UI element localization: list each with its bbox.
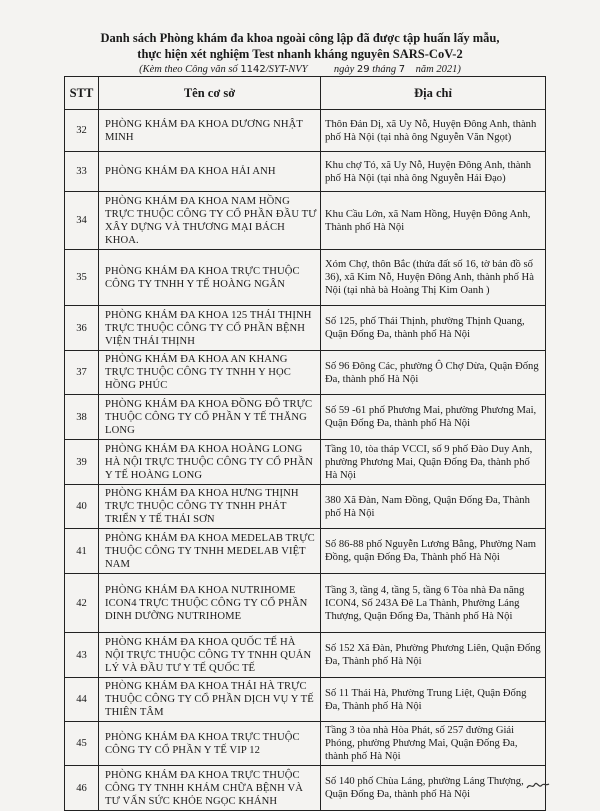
table-row xyxy=(65,766,546,811)
row-stt: 39 xyxy=(65,440,99,485)
table-body xyxy=(65,110,546,811)
table-row xyxy=(65,250,546,306)
row-name: PHÒNG KHÁM ĐA KHOA TRỰC THUỘC CÔNG TY CỔ PHẦN Y TẾ VIP 12 xyxy=(99,722,321,766)
table-row xyxy=(65,440,546,485)
row-stt: 46 xyxy=(65,766,99,811)
row-name: PHÒNG KHÁM ĐA KHOA DƯƠNG NHẬT MINH xyxy=(99,110,321,152)
row-stt: 44 xyxy=(65,678,99,722)
row-address: Khu Cầu Lớn, xã Nam Hồng, Huyện Đông Anh, Thành phố Hà Nội xyxy=(321,192,546,250)
row-name: PHÒNG KHÁM ĐA KHOA HẢI ANH xyxy=(99,152,321,192)
column-header-name: Tên cơ sở xyxy=(99,77,321,110)
row-stt: 38 xyxy=(65,395,99,440)
title-line-2: thực hiện xét nghiệm Test nhanh kháng nguyên SARS-CoV-2 xyxy=(137,47,463,61)
row-name: PHÒNG KHÁM ĐA KHOA THÁI HÀ TRỰC THUỘC CÔNG TY CỔ PHẦN DỊCH VỤ Y TẾ THIÊN TÂM xyxy=(99,678,321,722)
row-address: 380 Xã Đàn, Nam Đồng, Quận Đống Đa, Thành phố Hà Nội xyxy=(321,485,546,529)
clinic-table xyxy=(64,76,546,811)
initials-signature xyxy=(525,778,551,792)
row-stt: 45 xyxy=(65,722,99,766)
row-name: PHÒNG KHÁM ĐA KHOA AN KHANG TRỰC THUỘC CÔNG TY TNHH Y HỌC HỒNG PHÚC xyxy=(99,351,321,395)
document-header xyxy=(0,30,600,77)
row-address: Tầng 3, tầng 4, tầng 5, tầng 6 Tòa nhà Đa năng ICON4, Số 243A Đê La Thành, Phường Láng Thượng, Quận Đống Đa, Thành phố Hà Nội xyxy=(321,574,546,633)
row-address: Số 140 phố Chùa Láng, phường Láng Thượng, Quận Đống Đa, thành phố Hà Nội xyxy=(321,766,546,811)
subtitle-number: 1142 xyxy=(240,64,266,75)
subtitle-suffix: năm 2021) xyxy=(415,64,461,75)
row-address: Tầng 3 tòa nhà Hòa Phát, số 257 đường Giải Phóng, phường Phương Mai, Quận Đống Đa, thành phố Hà Nội xyxy=(321,722,546,766)
row-name: PHÒNG KHÁM ĐA KHOA TRỰC THUỘC CÔNG TY TNHH KHÁM CHỮA BỆNH VÀ TƯ VẤN SỨC KHỎE NGỌC KHÁNH xyxy=(99,766,321,811)
table-header-row xyxy=(65,77,546,110)
row-stt: 41 xyxy=(65,529,99,574)
table-row xyxy=(65,722,546,766)
row-stt: 35 xyxy=(65,250,99,306)
row-address: Số 96 Đông Các, phường Ô Chợ Dừa, Quận Đống Đa, thành phố Hà Nội xyxy=(321,351,546,395)
row-stt: 42 xyxy=(65,574,99,633)
subtitle-day-label: ngày xyxy=(333,64,355,75)
row-address: Số 59 -61 phố Phương Mai, phường Phương Mai, Quận Đống Đa, thành phố Hà Nội xyxy=(321,395,546,440)
table-row xyxy=(65,633,546,678)
table-row xyxy=(65,529,546,574)
column-header-address: Địa chỉ xyxy=(321,77,546,110)
table-row xyxy=(65,152,546,192)
row-name: PHÒNG KHÁM ĐA KHOA TRỰC THUỘC CÔNG TY TNHH Y TẾ HOÀNG NGÂN xyxy=(99,250,321,306)
row-name: PHÒNG KHÁM ĐA KHOA NUTRIHOME ICON4 TRỰC THUỘC CÔNG TY CỔ PHẦN DINH DƯỠNG NUTRIHOME xyxy=(99,574,321,633)
row-address: Tầng 10, tòa tháp VCCI, số 9 phố Đào Duy Anh, phường Phương Mai, Quận Đống Đa, thành phố Hà Nội xyxy=(321,440,546,485)
row-address: Khu chợ Tó, xã Uy Nỗ, Huyện Đông Anh, thành phố Hà Nội (tại nhà ông Nguyễn Hải Đạo) xyxy=(321,152,546,192)
table-row xyxy=(65,110,546,152)
subtitle-month: 7 xyxy=(398,64,406,75)
row-stt: 40 xyxy=(65,485,99,529)
subtitle xyxy=(0,62,600,77)
row-address: Số 86-88 phố Nguyễn Lương Bằng, Phường Nam Đồng, quận Đống Đa, Thành phố Hà Nội xyxy=(321,529,546,574)
row-stt: 34 xyxy=(65,192,99,250)
table-row xyxy=(65,485,546,529)
subtitle-month-label: tháng xyxy=(372,64,397,75)
row-name: PHÒNG KHÁM ĐA KHOA NAM HỒNG TRỰC THUỘC CÔNG TY CỔ PHẦN ĐẦU TƯ XÂY DỰNG VÀ THƯƠNG MẠI BÁCH KHOA. xyxy=(99,192,321,250)
row-stt: 37 xyxy=(65,351,99,395)
title-line-1: Danh sách Phòng khám đa khoa ngoài công lập đã được tập huấn lấy mẫu, xyxy=(100,31,500,45)
row-address: Xóm Chợ, thôn Bắc (thửa đất số 16, tờ bản đồ số 36), xã Kim Nỗ, Huyện Đông Anh, thành phố Hà Nội (tại nhà bà Hoàng Thị Kim Oanh ) xyxy=(321,250,546,306)
row-stt: 33 xyxy=(65,152,99,192)
row-name: PHÒNG KHÁM ĐA KHOA ĐỒNG ĐÔ TRỰC THUỘC CÔNG TY CỔ PHẦN Y TẾ THĂNG LONG xyxy=(99,395,321,440)
table-row xyxy=(65,678,546,722)
row-address: Số 125, phố Thái Thịnh, phường Thịnh Quang, Quận Đống Đa, thành phố Hà Nội xyxy=(321,306,546,351)
row-name: PHÒNG KHÁM ĐA KHOA MEDELAB TRỰC THUỘC CÔNG TY TNHH MEDELAB VIỆT NAM xyxy=(99,529,321,574)
row-stt: 36 xyxy=(65,306,99,351)
subtitle-day: 29 xyxy=(356,64,370,75)
table-row xyxy=(65,395,546,440)
row-name: PHÒNG KHÁM ĐA KHOA QUỐC TẾ HÀ NỘI TRỰC THUỘC CÔNG TY TNHH QUẢN LÝ VÀ ĐẦU TƯ Y TẾ QUỐC TẾ xyxy=(99,633,321,678)
table-row xyxy=(65,351,546,395)
row-address: Số 152 Xã Đàn, Phường Phương Liên, Quận Đống Đa, Thành phố Hà Nội xyxy=(321,633,546,678)
column-header-stt: STT xyxy=(65,77,99,110)
row-address: Thôn Đản Dị, xã Uy Nỗ, Huyện Đông Anh, thành phố Hà Nội (tại nhà ông Nguyễn Văn Ngọt) xyxy=(321,110,546,152)
row-name: PHÒNG KHÁM ĐA KHOA HOÀNG LONG HÀ NỘI TRỰC THUỘC CÔNG TY CỔ PHẦN Y TẾ HOÀNG LONG xyxy=(99,440,321,485)
row-stt: 32 xyxy=(65,110,99,152)
row-name: PHÒNG KHÁM ĐA KHOA 125 THÁI THỊNH TRỰC THUỘC CÔNG TY CỔ PHẦN BỆNH VIỆN THÁI THỊNH xyxy=(99,306,321,351)
row-address: Số 11 Thái Hà, Phường Trung Liệt, Quận Đống Đa, Thành phố Hà Nội xyxy=(321,678,546,722)
subtitle-mid: /SYT-NVY xyxy=(265,64,308,75)
subtitle-prefix: (Kèm theo Công văn số xyxy=(139,64,238,75)
table-row xyxy=(65,306,546,351)
table-row xyxy=(65,192,546,250)
row-stt: 43 xyxy=(65,633,99,678)
table-row xyxy=(65,574,546,633)
row-name: PHÒNG KHÁM ĐA KHOA HƯNG THỊNH TRỰC THUỘC CÔNG TY TNHH PHÁT TRIỂN Y TẾ THÁI SƠN xyxy=(99,485,321,529)
